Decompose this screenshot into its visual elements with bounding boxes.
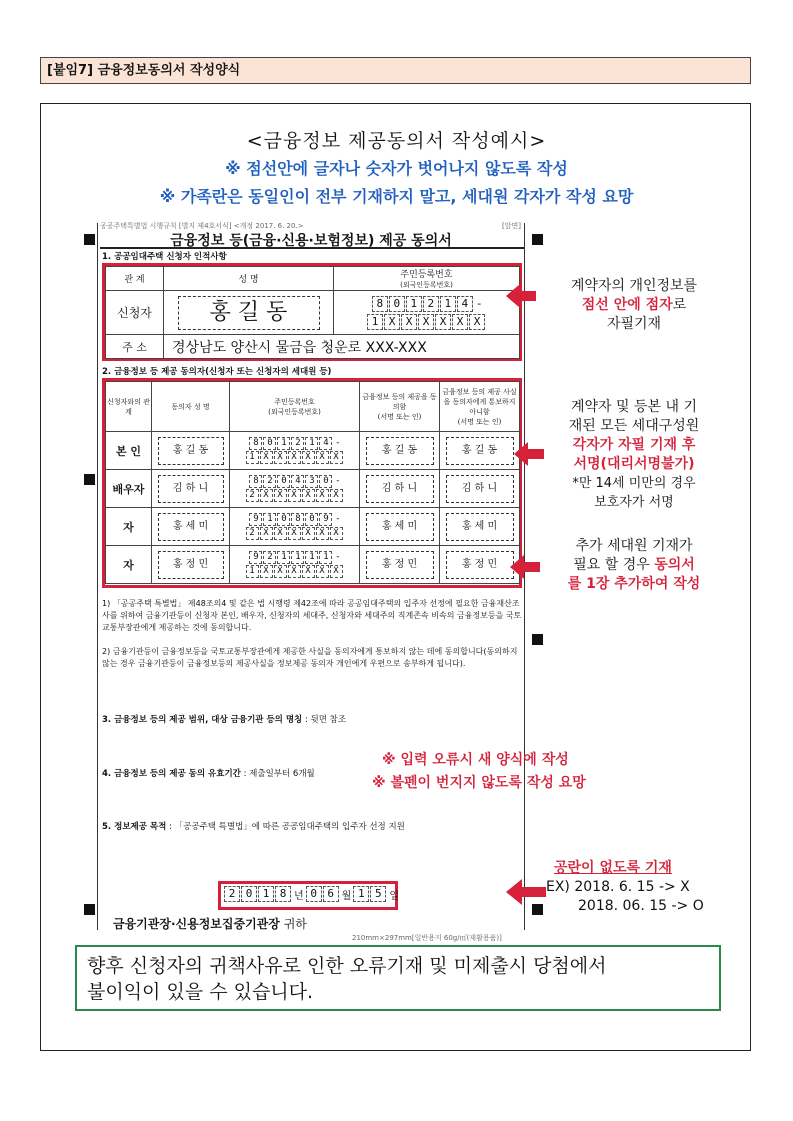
th2-id-label: 주민등록번호 — [274, 397, 315, 406]
member-id-digit[interactable]: X — [260, 489, 273, 502]
member-notify-cell — [440, 432, 520, 470]
applicant-id-front[interactable] — [372, 296, 474, 312]
members-table — [105, 381, 520, 584]
member-id-digit[interactable]: 4 — [319, 437, 332, 450]
member-row — [106, 508, 520, 546]
annotation-applicant — [548, 277, 720, 334]
th2-consent-sub: (서명 또는 인) — [377, 412, 422, 421]
th2-notify-label: 금융정보 등의 제공 사실을 동의자에게 통보하지 아니함 — [442, 387, 517, 416]
applicant-id-digit[interactable]: X — [401, 314, 417, 330]
member-id-back[interactable] — [246, 489, 344, 502]
annotation-additional-line2a: 필요 할 경우 — [573, 557, 655, 573]
member-relation: 자 — [106, 508, 152, 546]
date-day-digit[interactable]: 1 — [353, 886, 369, 902]
member-id-front[interactable] — [249, 475, 333, 488]
th2-consent-label: 금융정보 등의 제공을 동의함 — [362, 392, 437, 411]
member-id-digit[interactable]: X — [288, 527, 301, 540]
member-name[interactable]: 김 하 니 — [158, 475, 224, 503]
annotation-members-line6: 보호자가 서명 — [594, 495, 674, 510]
divider — [100, 247, 524, 249]
section3-value: : 뒷면 참조 — [304, 715, 347, 725]
member-id-digit[interactable]: 2 — [263, 551, 276, 564]
member-id-digit[interactable]: X — [316, 565, 329, 578]
member-id-cell: 9 2 1 1 1 1 - 1 X X X X X X — [230, 546, 360, 584]
attachment-header-label: [붙임7] 금융정보동의서 작성양식 — [47, 63, 241, 78]
form-caption-left: 공공주택특별법 시행규칙 [별지 제4호서식] <개정 2017. 6. 20.> — [100, 222, 304, 230]
date-year-digit[interactable]: 2 — [224, 886, 240, 902]
member-notify-sign[interactable]: 김 하 니 — [446, 475, 514, 503]
member-id-cell: 8 0 1 2 1 4 - 1 X X X X X X — [230, 432, 360, 470]
section5-label: 5. 정보제공 목적 — [102, 822, 167, 832]
member-id-digit[interactable]: 3 — [305, 475, 318, 488]
corner-mark — [84, 904, 95, 915]
arrow-left-icon — [506, 282, 536, 310]
th2-relation: 신청자와의 관 계 — [106, 382, 152, 432]
annotation-members-line1: 계약자 및 등본 내 기 — [571, 399, 697, 415]
example-title: <금융정보 제공동의서 작성예시> — [246, 130, 547, 152]
applicant-id-digit[interactable]: X — [452, 314, 468, 330]
member-id-digit[interactable]: X — [330, 565, 343, 578]
arrow-left-icon — [510, 553, 540, 581]
member-id-digit[interactable]: 8 — [249, 437, 262, 450]
date-year-unit: 년 — [294, 890, 304, 902]
member-consent-sign[interactable]: 홍 세 미 — [366, 513, 434, 541]
annotation-applicant-line1: 계약자의 개인정보를 — [570, 278, 698, 294]
member-notify-cell — [440, 546, 520, 584]
member-name[interactable]: 홍 세 미 — [158, 513, 224, 541]
member-notify-sign[interactable]: 홍 정 민 — [446, 551, 514, 579]
member-id-digit[interactable]: X — [274, 565, 287, 578]
member-notify-cell — [440, 470, 520, 508]
member-id-digit[interactable]: 0 — [277, 475, 290, 488]
member-id-cell: 9 1 0 8 0 9 - 2 X X X X X X — [230, 508, 360, 546]
member-id-digit[interactable]: X — [274, 451, 287, 464]
member-id-digit[interactable]: 1 — [305, 437, 318, 450]
member-id-digit[interactable]: 2 — [246, 527, 259, 540]
member-id-digit[interactable]: 2 — [246, 489, 259, 502]
member-id-digit[interactable]: 8 — [291, 513, 304, 526]
th-id — [334, 267, 520, 291]
bottom-notice-line2: 불이익이 있을 수 있습니다. — [87, 981, 314, 1003]
corner-mark — [532, 634, 543, 645]
member-consent-cell — [360, 432, 440, 470]
annotation-members-emphasis2: 서명(대리서명불가) — [573, 456, 695, 472]
member-name-cell — [152, 508, 230, 546]
annotation-additional-emphasis2: 를 1장 추가하여 작성 — [567, 576, 701, 592]
th-relation: 관 계 — [106, 267, 164, 291]
address-label: 주 소 — [106, 335, 164, 359]
annotation-members-emphasis1: 각자가 자필 기재 후 — [572, 437, 696, 453]
member-id-digit[interactable]: 9 — [249, 513, 262, 526]
member-id-digit[interactable]: 9 — [249, 551, 262, 564]
applicant-id-cell: 8 0 1 2 1 4 - 1 X X X X X X — [334, 291, 520, 335]
member-consent-cell — [360, 470, 440, 508]
annotation-applicant-line3: 자필기재 — [606, 316, 662, 332]
member-row — [106, 432, 520, 470]
annotation-date-wrong: EX) 2018. 6. 15 -> X — [546, 879, 690, 895]
member-relation: 배우자 — [106, 470, 152, 508]
date-month-digit[interactable]: 0 — [306, 886, 322, 902]
member-relation: 본 인 — [106, 432, 152, 470]
annotation-applicant-line2 — [548, 296, 720, 315]
member-id-digit[interactable]: X — [316, 527, 329, 540]
annotation-additional-emphasis1: 동의서 — [654, 557, 695, 573]
member-consent-sign[interactable]: 김 하 니 — [366, 475, 434, 503]
date-year-digit[interactable]: 8 — [275, 886, 291, 902]
date-year-digit[interactable]: 0 — [241, 886, 257, 902]
applicant-id-digit[interactable]: 2 — [423, 296, 439, 312]
annotation-date-right: 2018. 06. 15 -> O — [578, 898, 704, 914]
member-id-digit[interactable]: 2 — [291, 437, 304, 450]
recipient-suffix: 귀하 — [283, 917, 307, 931]
member-id-digit[interactable]: 2 — [263, 475, 276, 488]
member-id-digit[interactable]: X — [288, 489, 301, 502]
member-id-digit[interactable]: X — [274, 527, 287, 540]
bottom-notice-line1: 향후 신청자의 귀책사유로 인한 오류기재 및 미제출시 당첨에서 — [87, 955, 607, 977]
annotation-pen: ※ 볼펜이 번지지 않도록 작성 요망 — [372, 775, 586, 791]
applicant-id-digit[interactable]: X — [418, 314, 434, 330]
member-name[interactable]: 홍 길 동 — [158, 437, 224, 465]
applicant-id-digit[interactable]: 1 — [406, 296, 422, 312]
member-id-digit[interactable]: 8 — [249, 475, 262, 488]
member-name-cell — [152, 470, 230, 508]
member-id-digit[interactable]: 1 — [305, 551, 318, 564]
form-caption-right: [앞면] — [502, 222, 521, 230]
member-name[interactable]: 홍 정 민 — [158, 551, 224, 579]
member-id-digit[interactable]: X — [330, 527, 343, 540]
applicant-id-digit[interactable]: 4 — [457, 296, 473, 312]
applicant-name-cell — [164, 291, 334, 335]
annotation-additional-line2 — [548, 556, 720, 575]
recipient — [113, 915, 307, 932]
member-id-digit[interactable]: 1 — [246, 565, 259, 578]
applicant-id-digit[interactable]: X — [384, 314, 400, 330]
recipient-main: 금융기관장·신용정보집중기관장 — [113, 917, 280, 931]
member-id-digit[interactable]: 1 — [246, 451, 259, 464]
applicant-table — [105, 266, 520, 359]
member-id-digit[interactable]: X — [260, 527, 273, 540]
applicant-id-digit[interactable]: X — [435, 314, 451, 330]
member-id-digit[interactable]: 1 — [277, 551, 290, 564]
date-day-unit: 일 — [389, 890, 400, 902]
arrow-left-icon — [514, 440, 544, 468]
member-notify-sign[interactable]: 홍 세 미 — [446, 513, 514, 541]
date-year-digit[interactable]: 1 — [258, 886, 274, 902]
member-id-digit[interactable]: 1 — [277, 437, 290, 450]
member-id-digit[interactable]: 9 — [319, 513, 332, 526]
member-id-back[interactable] — [246, 565, 344, 578]
attachment-header — [40, 57, 751, 84]
annotation-members-line5: *만 14세 미만의 경우 — [572, 476, 696, 491]
member-id-back[interactable] — [246, 451, 344, 464]
member-row — [106, 546, 520, 584]
member-consent-cell — [360, 546, 440, 584]
date-day-digit[interactable]: 5 — [370, 886, 386, 902]
form-title: 금융정보 등(금융·신용·보험정보) 제공 동의서 — [170, 233, 452, 249]
applicant-id-back[interactable] — [367, 314, 486, 330]
corner-mark — [84, 474, 95, 485]
section4-label: 4. 금융정보 등의 제공 동의 유효기간 — [102, 769, 241, 779]
applicant-id-digit[interactable]: 0 — [389, 296, 405, 312]
annotation-input-error: ※ 입력 오류시 새 양식에 작성 — [382, 752, 569, 768]
paper-caption: 210mm×297mm[일반용지 60g/㎡(재활용품)] — [352, 934, 502, 942]
member-id-digit[interactable]: X — [302, 451, 315, 464]
bottom-notice — [75, 945, 721, 1011]
member-consent-cell — [360, 508, 440, 546]
applicant-name[interactable]: 홍 길 동 — [178, 296, 320, 330]
section4-value: : 제출일부터 6개월 — [243, 769, 315, 779]
member-id-front[interactable] — [249, 513, 333, 526]
member-id-back[interactable] — [246, 527, 344, 540]
annotation-date — [546, 859, 726, 916]
annotation-additional-line1: 추가 세대원 기재가 — [575, 538, 693, 554]
member-id-digit[interactable]: X — [260, 565, 273, 578]
member-id-front[interactable] — [249, 551, 333, 564]
example-note-dotted: ※ 점선안에 글자나 숫자가 벗어나지 않도록 작성 — [225, 159, 568, 178]
annotation-date-emphasis: 공란이 없도록 기재 — [554, 860, 672, 876]
applicant-relation: 신청자 — [106, 291, 164, 335]
th-id-sub: (외국인등록번호) — [400, 281, 453, 289]
member-id-digit[interactable]: X — [316, 451, 329, 464]
th2-consent — [360, 382, 440, 432]
th2-id — [230, 382, 360, 432]
annotation-members-line2: 재된 모든 세대구성원 — [568, 418, 700, 434]
corner-mark — [532, 234, 543, 245]
member-relation: 자 — [106, 546, 152, 584]
date-field[interactable] — [224, 886, 399, 902]
member-id-digit[interactable]: 0 — [319, 475, 332, 488]
applicant-id-digit[interactable]: X — [469, 314, 485, 330]
th2-notify-sub: (서명 또는 인) — [457, 417, 502, 426]
arrow-left-icon — [506, 877, 546, 907]
member-id-digit[interactable]: X — [302, 565, 315, 578]
member-id-digit[interactable]: X — [274, 489, 287, 502]
member-id-digit[interactable]: 1 — [319, 551, 332, 564]
section4 — [102, 767, 315, 779]
member-id-digit[interactable]: X — [260, 451, 273, 464]
member-id-digit[interactable]: X — [302, 489, 315, 502]
consent-paragraph-2: 2) 금융기관등이 금융정보등을 국토교통부장관에게 제공한 사실을 동의자에게 통보하지 않는 데에 동의합니다(동의하지 않는 경우 금융기관등이 금융정보등의 제공사실을 정보제공 동의자 개인에게 우편으로 송부하게 됩니다). — [102, 647, 518, 668]
th-id-label: 주민등록번호 — [400, 270, 453, 280]
annotation-applicant-tail: 로 — [672, 297, 687, 313]
applicant-id-digit[interactable]: 1 — [440, 296, 456, 312]
annotation-applicant-emphasis: 점선 안에 점자 — [581, 297, 673, 313]
member-id-digit[interactable]: X — [288, 451, 301, 464]
example-note-family: ※ 가족란은 동일인이 전부 기재하지 말고, 세대원 각자가 작성 요망 — [159, 187, 634, 206]
member-id-front[interactable] — [249, 437, 333, 450]
member-row — [106, 470, 520, 508]
member-id-digit[interactable]: X — [330, 489, 343, 502]
section5 — [102, 820, 405, 832]
applicant-id-digit[interactable]: 8 — [372, 296, 388, 312]
section2-heading: 2. 금융정보 등 제공 동의자(신청자 또는 신청자의 세대원 등) — [102, 367, 332, 377]
consent-paragraph-1: 1) 「공공주택 특별법」 제48조의4 및 같은 법 시행령 제42조에 따라 공공임대주택의 입주자 선정에 필요한 금융재산조사를 위하여 금융기관등이 신청자 본인, 배우자, 신청자의 세대주, 신청자와 세대주의 직계존속 비속의 금융정보등을 국토교통부장관에게 제공하는 것에 동의합니다. — [102, 599, 522, 632]
annotation-additional — [548, 537, 720, 594]
member-id-digit[interactable]: 1 — [263, 513, 276, 526]
member-notify-cell — [440, 508, 520, 546]
date-month-unit: 월 — [341, 890, 352, 902]
th2-id-sub: (외국인등록번호) — [268, 407, 321, 416]
member-id-cell: 8 2 0 4 3 0 - 2 X X X X X X — [230, 470, 360, 508]
date-month-digit[interactable]: 6 — [323, 886, 339, 902]
corner-mark — [84, 234, 95, 245]
member-id-digit[interactable]: 4 — [291, 475, 304, 488]
th-name: 성 명 — [164, 267, 334, 291]
th2-name: 동의자 성 명 — [152, 382, 230, 432]
member-id-digit[interactable]: X — [288, 565, 301, 578]
annotation-members — [548, 398, 720, 512]
section5-value: : 「공공주택 특별법」에 따른 공공임대주택의 입주자 선정 지원 — [169, 822, 405, 832]
member-consent-sign[interactable]: 홍 정 민 — [366, 551, 434, 579]
member-id-digit[interactable]: 0 — [263, 437, 276, 450]
member-id-digit[interactable]: X — [316, 489, 329, 502]
section1-heading: 1. 공공임대주택 신청자 인적사항 — [102, 252, 227, 262]
member-id-digit[interactable]: 0 — [305, 513, 318, 526]
member-id-digit[interactable]: X — [302, 527, 315, 540]
member-id-digit[interactable]: 0 — [277, 513, 290, 526]
address-value[interactable]: 경상남도 양산시 물금읍 청운로 XXX-XXX — [164, 335, 520, 359]
member-name-cell — [152, 546, 230, 584]
member-name-cell — [152, 432, 230, 470]
member-id-digit[interactable]: X — [330, 451, 343, 464]
member-id-digit[interactable]: 1 — [291, 551, 304, 564]
section3-label: 3. 금융정보 등의 제공 범위, 대상 금융기관 등의 명칭 — [102, 715, 303, 725]
member-notify-sign[interactable]: 홍 길 동 — [446, 437, 514, 465]
section3 — [102, 713, 346, 725]
member-consent-sign[interactable]: 홍 길 동 — [366, 437, 434, 465]
th2-notify — [440, 382, 520, 432]
applicant-id-digit[interactable]: 1 — [367, 314, 383, 330]
